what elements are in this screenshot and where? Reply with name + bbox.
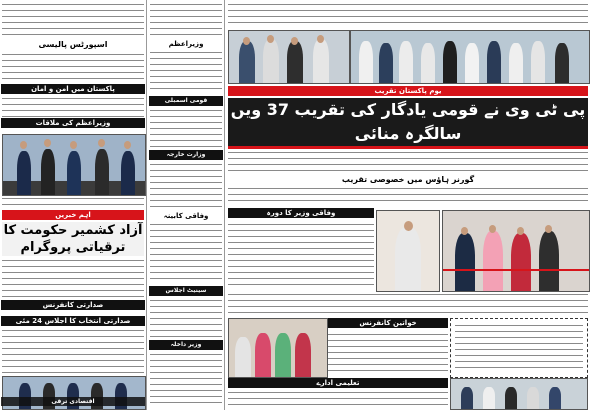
column-rule bbox=[146, 0, 147, 410]
headline: اسپورٹس پالیسی bbox=[38, 40, 108, 49]
article-text bbox=[150, 50, 222, 92]
headline: وزیراعظم bbox=[168, 40, 204, 48]
headline: گورنر ہاؤس میں خصوصی تقریب bbox=[341, 175, 475, 184]
article-text bbox=[228, 292, 588, 316]
headline-band: اقتصادی ترقی bbox=[1, 397, 145, 406]
article-text bbox=[150, 108, 222, 148]
article-text bbox=[228, 390, 448, 408]
article-text bbox=[2, 196, 144, 208]
boxed-notice bbox=[450, 318, 588, 378]
red-ribbon: اہم خبریں bbox=[2, 210, 144, 220]
conference-photo bbox=[228, 318, 328, 378]
headline-band: صدارتی کانفرنس bbox=[1, 300, 145, 310]
article-text bbox=[2, 258, 144, 298]
ceremony-photo bbox=[228, 30, 350, 84]
lead-headline: پی ٹی وی نے قومی یادگار کی تقریب 37 ویں سالگرہ منائی bbox=[228, 98, 588, 149]
dignitaries-photo bbox=[350, 30, 590, 84]
meeting-photo bbox=[2, 134, 146, 196]
red-ribbon: یوم پاکستان تقریب bbox=[228, 86, 588, 96]
article-text bbox=[2, 96, 144, 118]
headline-band: وفاقی وزیر کا دورہ bbox=[228, 208, 374, 218]
headline-band: خواتین کانفرنس bbox=[328, 318, 448, 328]
article-text bbox=[150, 298, 222, 338]
left-column bbox=[0, 0, 146, 410]
article-text bbox=[2, 328, 144, 374]
article-text bbox=[150, 222, 222, 282]
headline-band: قومی اسمبلی bbox=[149, 96, 223, 106]
headline-band: تعلیمی ادارے bbox=[228, 378, 448, 388]
article-text bbox=[2, 2, 144, 38]
article-text bbox=[228, 2, 588, 28]
article-text bbox=[328, 332, 448, 376]
classroom-photo bbox=[450, 378, 588, 410]
headline-band: صدارتی انتخاب کا اجلاس 24 مئی bbox=[1, 316, 145, 326]
headline-band: سینیٹ اجلاس bbox=[149, 286, 223, 296]
headline-band: وزیر داخلہ bbox=[149, 340, 223, 350]
article-text bbox=[150, 2, 222, 38]
headline-band: وزیراعظم کی ملاقات bbox=[1, 118, 145, 128]
lead-headline: آزاد کشمیر حکومت کا ترقیاتی پروگرام bbox=[3, 223, 143, 255]
headline-band: پاکستان میں امن و امان bbox=[1, 84, 145, 94]
article-text bbox=[150, 352, 222, 408]
article-text bbox=[228, 150, 588, 172]
portrait-photo bbox=[376, 210, 440, 292]
women-group-photo bbox=[442, 210, 590, 292]
article-text bbox=[150, 162, 222, 208]
main-column bbox=[226, 0, 590, 410]
middle-column bbox=[148, 0, 224, 410]
article-text bbox=[2, 52, 144, 82]
article-text bbox=[228, 186, 588, 206]
article-text bbox=[228, 222, 374, 286]
column-rule bbox=[224, 0, 225, 410]
headline: وفاقی کابینہ bbox=[163, 212, 209, 220]
headline-band: وزارت خارجہ bbox=[149, 150, 223, 160]
